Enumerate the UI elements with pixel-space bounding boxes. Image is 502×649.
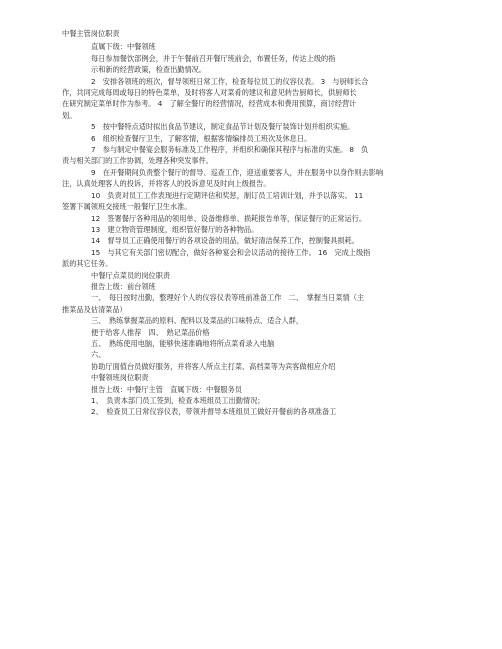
text-line: 9 在开餐期间负责整个餐厅的督导、巡查工作，迎送重要客人，并在服务中以身作则去影响 <box>91 167 384 177</box>
text-line: 1、 负责本部门员工签到，检查本班组员工出勤情况； <box>91 396 265 405</box>
text-line: 划。 <box>62 110 77 120</box>
text-line: 10 负责对员工工作表现进行定期评估和奖惩，制订员工培训计划，并予以落实。 11 <box>91 190 364 200</box>
text-line: 12 签署餐厅各种用品的领用单、设备维修单、损耗报告单等，保证餐厅的正常运行。 <box>91 213 367 223</box>
text-line: 三、 熟练掌握菜品的原料、配料以及菜品的口味特点、适合人群， <box>91 316 304 326</box>
text-line: 五、 熟练使用电脑，能够快速准确地将所点菜肴录入电脑 <box>91 338 275 348</box>
document-title: 中餐主管岗位职责 <box>62 29 120 38</box>
text-line: 在研究制定菜单时作为参考。 4 了解全餐厅的经营情况，经营成本和费用预算，商讨经营计 <box>62 99 357 109</box>
text-line: 签署下属领班交接班一般餐厅卫生水准。 <box>62 202 192 212</box>
text-line: 14 督导员工正确使用餐厅的各项设备的用品，做好清洁保养工作，控制餐具损耗。 <box>91 236 359 246</box>
text-line: 2、 检查员工日常仪容仪表，带领并督导本班组员工做好开餐前的各项准备工 <box>91 407 337 417</box>
text-line: 示和新的经营政策，检查出勤情况。 <box>91 65 207 75</box>
text-line: 协助厅面值台员做好服务，并将客人所点主打菜、高档菜等为宾客做相应介绍 <box>91 361 336 371</box>
text-line: 注，认真处理客人的投诉，并将客人的投诉意见及时向上级报告。 <box>62 179 271 189</box>
text-line: 六、 <box>91 350 106 360</box>
text-line: 一、 每日按时出勤，整理好个人的仪容仪表等班前准备工作 二、 掌握当日菜情（主 <box>91 293 365 303</box>
text-line: 15 与其它有关部门密切配合，做好各种宴会和会议活动的接待工作。 16 完成上级指 <box>91 247 371 257</box>
document-body <box>62 28 442 418</box>
text-line: 直属下级：中餐领班 <box>91 42 156 52</box>
text-line: 2 安排各领班的班次，督导领班日常工作，检查每位员工的仪容仪表。 3 与厨师长合 <box>91 76 369 86</box>
text-line: 中餐厅点菜员的岗位职责 <box>91 270 171 280</box>
text-line: 13 建立物资管理制度，组织管好餐厅的各种物品。 <box>91 224 259 234</box>
text-line: 便于给客人推荐 四、 熟记菜品价格 <box>91 327 210 337</box>
text-line: 5 按中餐特点适时拟出食品节建议，制定食品节计划及餐厅装饰计划并组织实施。 <box>91 122 355 132</box>
text-line: 责与相关部门的工作协调，处理各种突发事件。 <box>62 156 213 166</box>
text-line: 报告上级：前台领班 <box>91 281 156 291</box>
text-line: 作，共同完成每周或每日的特色菜单，及时将客人对菜肴的建议和意见转告厨师长，供厨师长 <box>62 88 357 98</box>
text-line: 派的其它任务。 <box>62 259 113 269</box>
text-line: 6 组织检查餐厅卫生，了解客情，根据客情编排员工班次及休息日。 <box>91 133 312 143</box>
text-line: 报告上级：中餐厅主管 直属下级：中餐服务员 <box>91 384 242 394</box>
text-line: 中餐领班岗位职责 <box>91 373 149 383</box>
text-line: 7 参与制定中餐宴会服务标准及工作程序，并组织和确保其程序与标准的实施。 8 负 <box>91 145 369 155</box>
text-line: 推菜品及估清菜品） <box>62 304 127 314</box>
text-line: 每日参加餐饮部例会，并于午餐前召开餐厅班前会，布置任务，传达上级的指 <box>91 53 336 63</box>
